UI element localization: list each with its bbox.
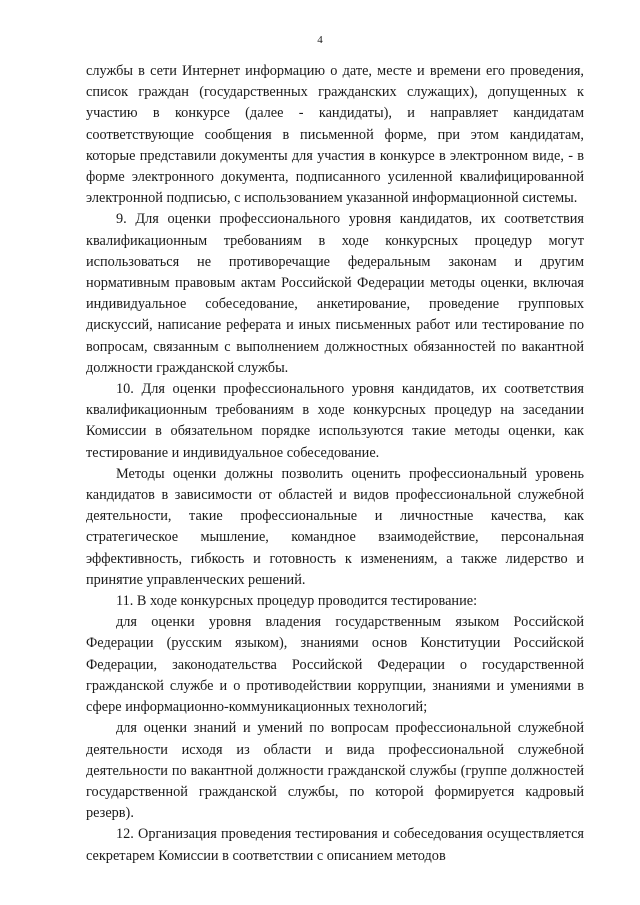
paragraph-continuation: службы в сети Интернет информацию о дате, месте и времени его проведения, список граждан (государственных гражданских служащих), допущенных к участию в конкурсе (далее - кандидаты), и направляет кандидатам соответствующие сообщения в письменной форме, при этом кандидатам, которые представили документы для участия в конкурсе в электронном виде, - в форме электронного документа, подписанного усиленной квалифицированной электронной подписью, с использованием указанной информационной системы.	[86, 63, 584, 207]
paragraph-item-12: 12. Организация проведения тестирования и собеседования осуществляется секретарем Комиссии в соответствии с описанием методов	[86, 826, 584, 864]
paragraph-evaluation-methods: Методы оценки должны позволить оценить профессиональный уровень кандидатов в зависимости от областей и видов профессиональной служебной деятельности, такие профессиональные и личностные качества, как стратегическое мышление, командное взаимодействие, персональная эффективность, гибкость и готовность к изменениям, а также лидерство и принятие управленческих решений.	[86, 465, 584, 588]
page-number: 4	[317, 34, 323, 46]
document-body	[86, 61, 584, 867]
paragraph-testing-language: для оценки уровня владения государственным языком Российской Федерации (русским языком), знаниями основ Конституции Российской Федерации, законодательства Российской Федерации о государственной гражданской службе и о противодействии коррупции, знаниями и умениями в сфере информационно-коммуникационных технологий;	[86, 614, 584, 716]
paragraph-testing-professional: для оценки знаний и умений по вопросам профессиональной служебной деятельности исходя из области и вида профессиональной служебной деятельности по вакантной должности гражданской службы (группе должностей государственной гражданской службы, по которой формируется кадровый резерв).	[86, 720, 584, 822]
paragraph-item-9: 9. Для оценки профессионального уровня кандидатов, их соответствия квалификационным требованиям в ходе конкурсных процедур могут использоваться не противоречащие федеральным законам и другим нормативным правовым актам Российской Федерации методы оценки, включая индивидуальное собеседование, анкетирование, проведение групповых дискуссий, написание реферата и иных письменных работ или тестирование по вопросам, связанным с выполнением должностных обязанностей по вакантной должности гражданской службы.	[86, 211, 584, 376]
paragraph-item-11: 11. В ходе конкурсных процедур проводится тестирование:	[116, 593, 478, 610]
paragraph-item-10: 10. Для оценки профессионального уровня кандидатов, их соответствия квалификационным требованиям в ходе конкурсных процедур на заседании Комиссии в обязательном порядке используются такие методы оценки, как тестирование и индивидуальное собеседование.	[86, 381, 584, 461]
